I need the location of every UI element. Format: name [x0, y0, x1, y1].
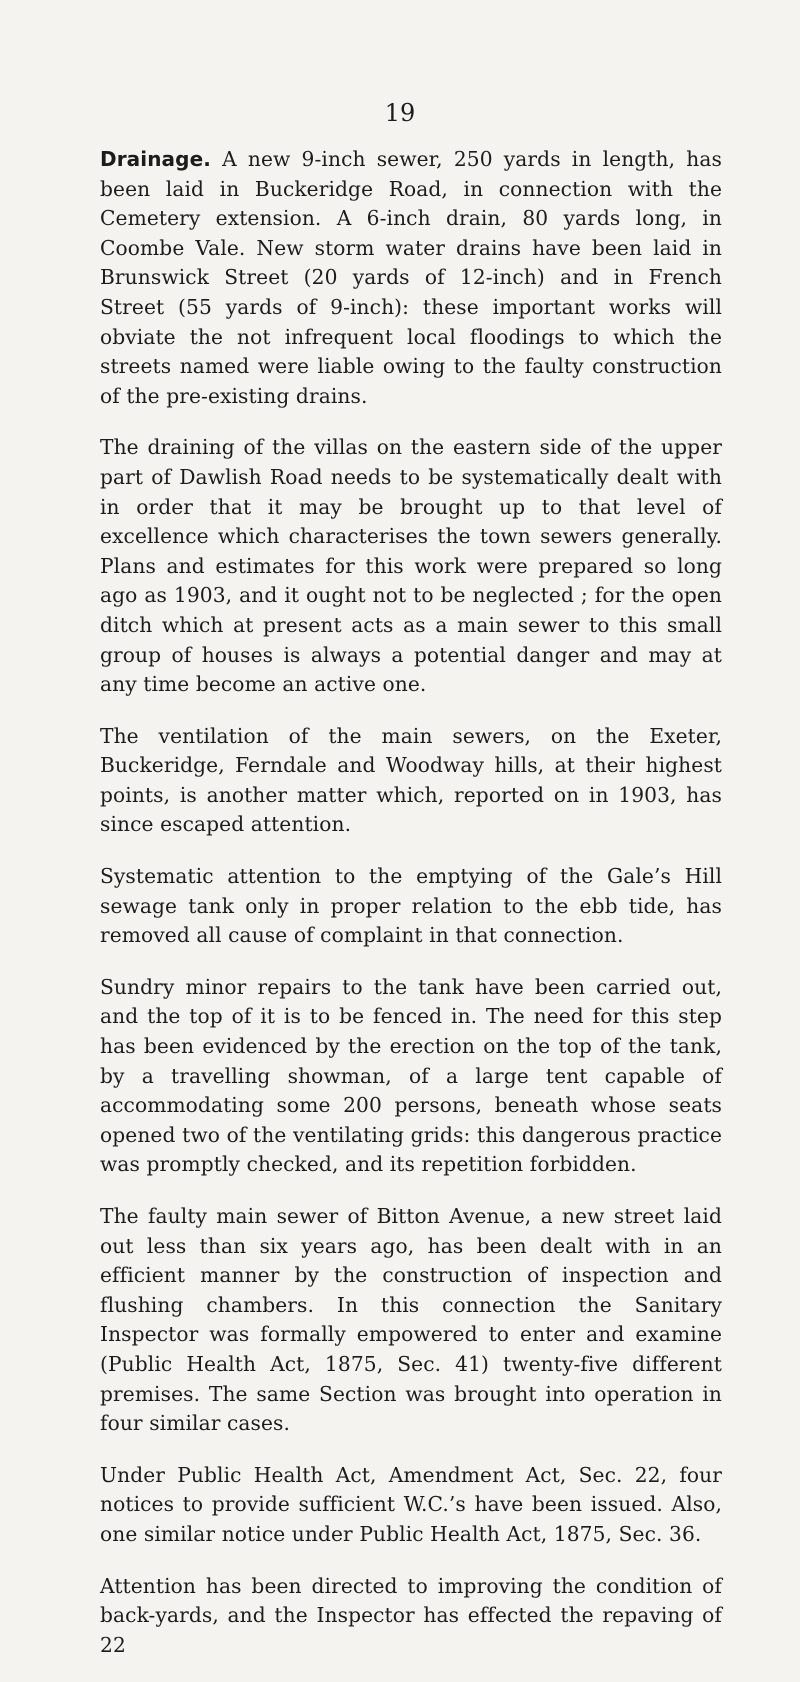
paragraph-notices: Under Public Health Act, Amendment Act, Sec. 22, four notices to provide sufficient W.C.’s have been issued. Also, one similar notice under Public Health Act, 1875, Sec. 36. — [100, 1462, 722, 1546]
paragraph-text: A new 9-inch sewer, 250 yards in length, has been laid in Buckeridge Road, in connection with the Cemetery extension. A 6-inch drain, 80 yards long, in Coombe Vale. New storm water drains have been laid in Brunswick Street (20 yards of 12-inch) and in French Street (55 yards of 9-inch): these important works will obviate the not infrequent local floodings to which the streets named were liable owing to the faulty construction of the pre-existing drains. — [100, 147, 722, 408]
page-number: 19 — [384, 99, 416, 127]
paragraph-back-yards: Attention has been directed to improving the condition of back-yards, and the Inspector has effected the repaving of 22 — [100, 1573, 722, 1657]
paragraph-dawlish-road: The draining of the villas on the eastern side of the upper part of Dawlish Road needs to be systematically dealt with in order that it may be brought up to that level of excellence which characterises the town sewers generally. Plans and estimates for this work were prepared so long ago as 1903, and it ought not to be neglected ; for the open ditch which at present acts as a main sewer to this small group of houses is always a potential danger and may at any time become an active one. — [100, 435, 722, 697]
paragraph-drainage — [100, 145, 722, 411]
section-heading: Drainage. — [100, 147, 211, 171]
paragraph-sewage-tank: Systematic attention to the emptying of the Gale’s Hill sewage tank only in proper relation to the ebb tide, has removed all cause of complaint in that connection. — [100, 864, 722, 948]
paragraph-tank-repairs: Sundry minor repairs to the tank have been carried out, and the top of it is to be fenced in. The need for this step has been evidenced by the erection on the top of the tank, by a travelling showman, of a large tent capable of accommodating some 200 persons, beneath whose seats opened two of the ventilating grids: this dangerous practice was promptly checked, and its repetition forbidden. — [100, 974, 722, 1177]
paragraph-bitton-avenue: The faulty main sewer of Bitton Avenue, a new street laid out less than six years ago, has been dealt with in an efficient manner by the construction of inspection and flushing chambers. In this connection the Sanitary Inspector was formally empowered to enter and examine (Public Health Act, 1875, Sec. 41) twenty-five different premises. The same Section was brought into operation in four similar cases. — [100, 1204, 722, 1436]
paragraph-ventilation: The ventilation of the main sewers, on the Exeter, Buckeridge, Ferndale and Woodway hills, at their highest points, is another matter which, reported on in 1903, has since escaped attention. — [100, 723, 722, 837]
body-text — [100, 145, 722, 1682]
